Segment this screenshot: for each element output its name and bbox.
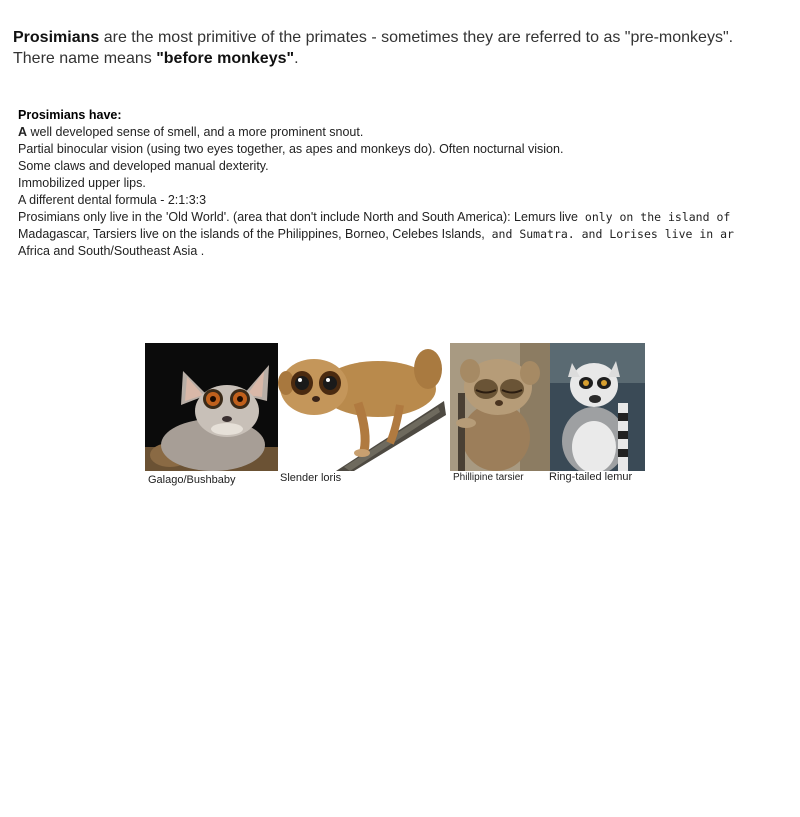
- trait-range-line-3: Africa and South/Southeast Asia .: [18, 244, 205, 258]
- traits-heading: Prosimians have:: [18, 108, 122, 122]
- trait-range-line-1: [18, 209, 800, 226]
- caption-galago: Galago/Bushbaby: [148, 474, 236, 486]
- trait-lips: Immobilized upper lips.: [18, 176, 146, 190]
- trait-smell-lead: A: [18, 125, 28, 139]
- trait-range-text-a: Prosimians only live in the 'Old World'. (area that don't include North and South America): Lemurs live: [18, 210, 578, 224]
- intro-paragraph: [13, 27, 793, 69]
- trait-smell-text: well developed sense of smell, and a more prominent snout.: [27, 125, 364, 139]
- prosimian-photo-strip: [145, 343, 645, 493]
- intro-line-1-text: are the most primitive of the primates - sometimes they are referred to as "pre-monkeys".: [99, 29, 734, 46]
- intro-line-2: [13, 48, 793, 69]
- trait-range-text-d: and Sumatra. and Lorises live in ar: [484, 227, 734, 241]
- caption-tarsier: Phillipine tarsier: [453, 472, 524, 483]
- trait-range-text-c: Madagascar, Tarsiers live on the islands of the Philippines, Borneo, Celebes Islands,: [18, 227, 485, 241]
- intro-line-1: [13, 27, 793, 48]
- slender-loris-photo: [278, 343, 446, 471]
- trait-smell: [18, 124, 800, 141]
- trait-range-text-b: only on the island of: [577, 210, 731, 224]
- caption-slender-loris: Slender loris: [280, 472, 342, 484]
- galago-photo: [145, 343, 278, 471]
- intro-line-2-suffix: .: [294, 50, 299, 67]
- trait-range-line-2: [18, 226, 800, 243]
- trait-dental: A different dental formula - 2:1:3:3: [18, 193, 207, 207]
- intro-emphasis: "before monkeys": [156, 50, 295, 67]
- trait-claws: Some claws and developed manual dexterity.: [18, 159, 269, 173]
- tarsier-photo: [450, 343, 550, 471]
- intro-term: Prosimians: [13, 29, 100, 46]
- ring-tailed-lemur-photo: [550, 343, 645, 471]
- traits-list: [18, 107, 800, 260]
- intro-line-2-prefix: There name means: [13, 50, 157, 67]
- trait-vision: Partial binocular vision (using two eyes together, as apes and monkeys do). Often nocturnal vision.: [18, 142, 564, 156]
- caption-ring-tailed-lemur: Ring-tailed lemur: [549, 471, 633, 483]
